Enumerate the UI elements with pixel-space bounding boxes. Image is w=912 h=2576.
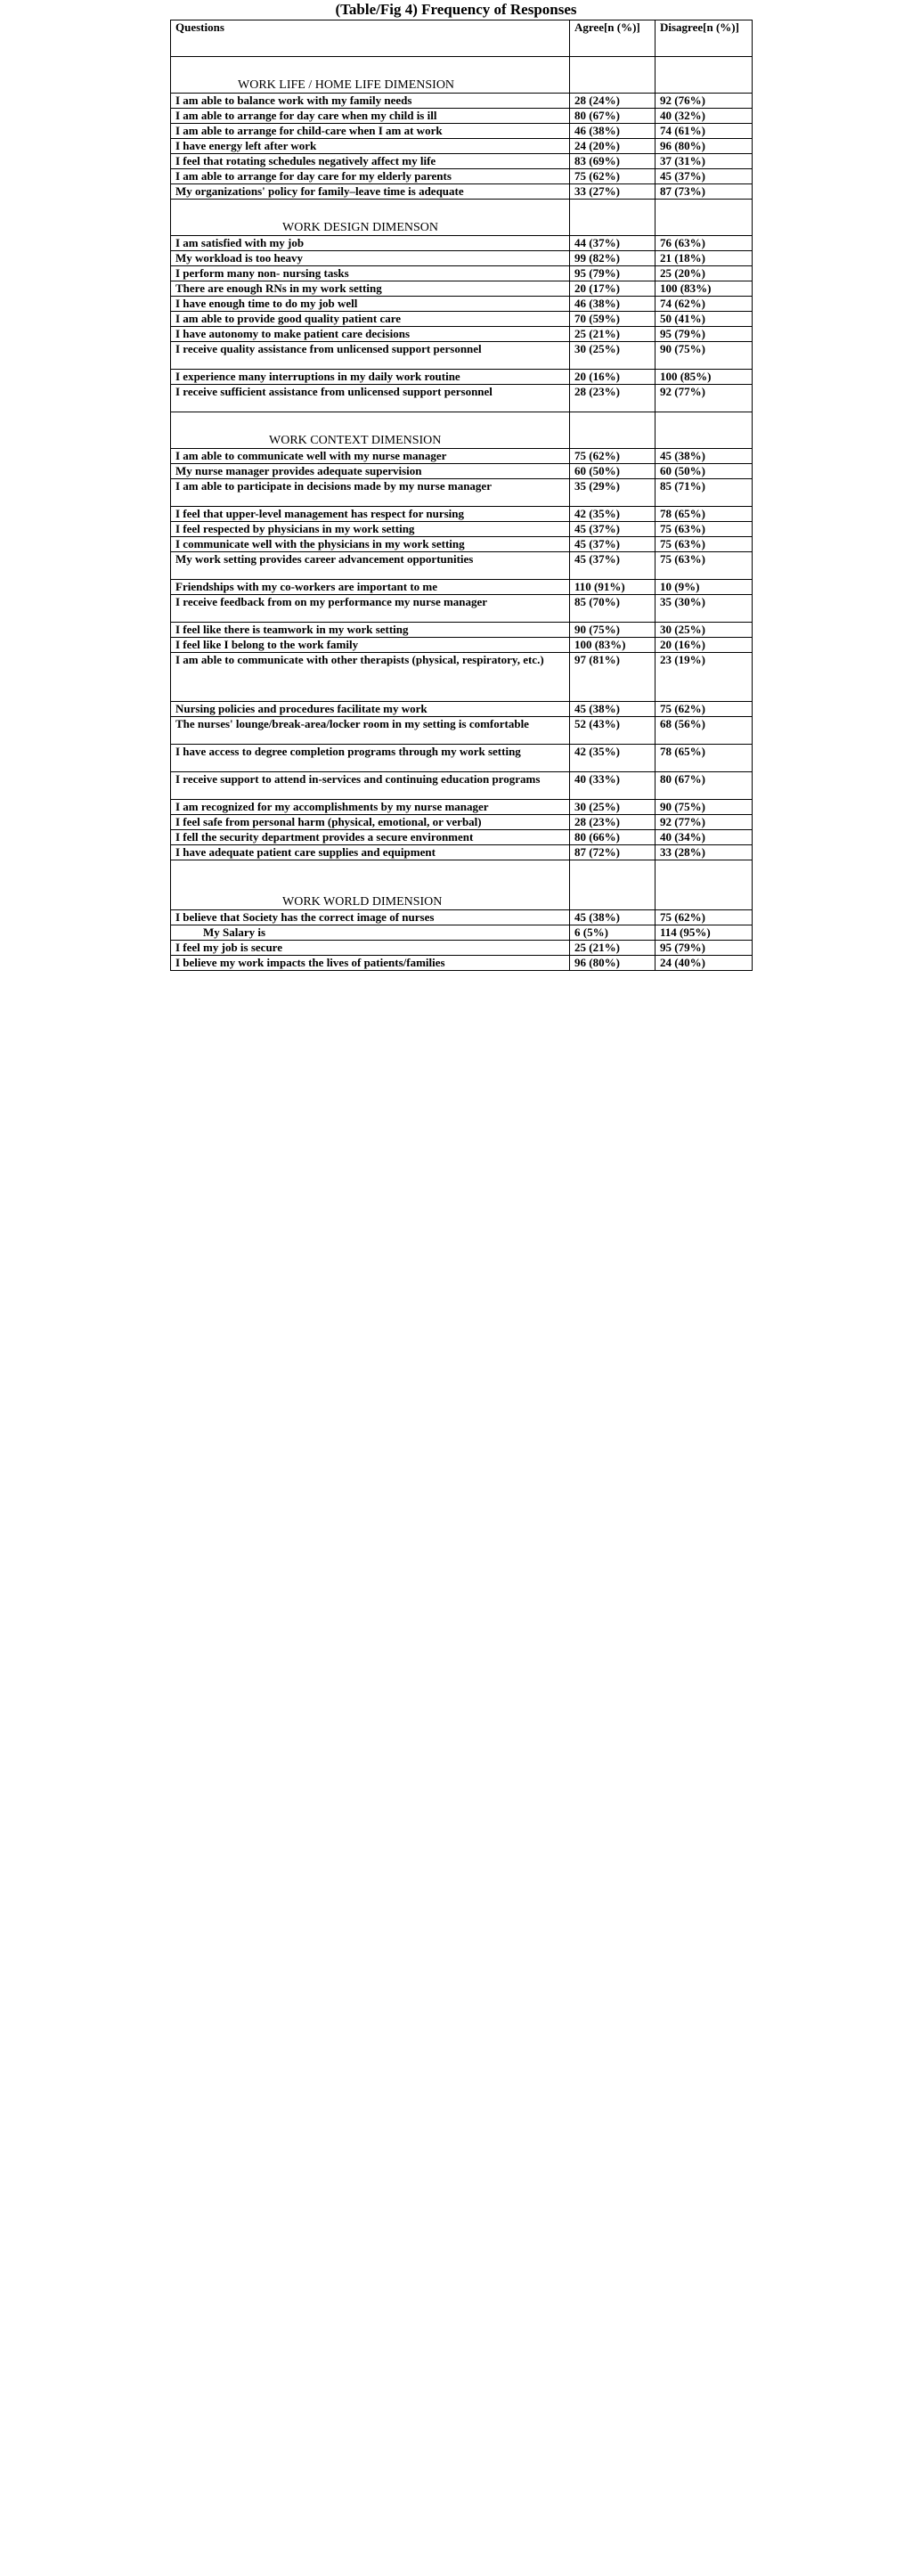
question-cell: I am recognized for my accomplishments by my nurse manager: [171, 800, 570, 815]
agree-cell: 30 (25%): [570, 800, 656, 815]
question-cell: I am satisfied with my job: [171, 236, 570, 251]
agree-cell: 45 (37%): [570, 522, 656, 537]
disagree-cell: 40 (34%): [656, 830, 753, 845]
section-title: WORK LIFE / HOME LIFE DIMENSION: [171, 57, 570, 94]
disagree-cell: 37 (31%): [656, 154, 753, 169]
agree-cell: 44 (37%): [570, 236, 656, 251]
agree-cell: 20 (17%): [570, 281, 656, 297]
table-row: [171, 109, 753, 124]
agree-cell: 45 (37%): [570, 552, 656, 580]
table-row: [171, 800, 753, 815]
agree-cell: 33 (27%): [570, 184, 656, 200]
table-row: [171, 449, 753, 464]
frequency-table: [170, 20, 753, 971]
disagree-cell: 23 (19%): [656, 653, 753, 702]
table-row: [171, 745, 753, 772]
table-row: [171, 124, 753, 139]
question-cell: I feel like I belong to the work family: [171, 638, 570, 653]
section-empty-cell: [570, 200, 656, 236]
disagree-cell: 75 (62%): [656, 702, 753, 717]
disagree-cell: 45 (37%): [656, 169, 753, 184]
table-row: [171, 370, 753, 385]
question-cell: My nurse manager provides adequate supervision: [171, 464, 570, 479]
question-cell: I am able to communicate well with my nurse manager: [171, 449, 570, 464]
disagree-cell: 90 (75%): [656, 342, 753, 370]
disagree-cell: 75 (63%): [656, 522, 753, 537]
agree-cell: 20 (16%): [570, 370, 656, 385]
question-cell: I have adequate patient care supplies and equipment: [171, 845, 570, 860]
question-cell: I am able to provide good quality patient care: [171, 312, 570, 327]
disagree-cell: 76 (63%): [656, 236, 753, 251]
agree-cell: 42 (35%): [570, 507, 656, 522]
table-row: [171, 479, 753, 507]
question-cell: I believe my work impacts the lives of patients/families: [171, 956, 570, 971]
disagree-cell: 25 (20%): [656, 266, 753, 281]
question-cell: I feel respected by physicians in my work setting: [171, 522, 570, 537]
disagree-cell: 92 (76%): [656, 94, 753, 109]
disagree-cell: 100 (85%): [656, 370, 753, 385]
agree-cell: 90 (75%): [570, 623, 656, 638]
question-cell: I am able to participate in decisions made by my nurse manager: [171, 479, 570, 507]
section-row: [171, 200, 753, 236]
agree-cell: 75 (62%): [570, 169, 656, 184]
agree-cell: 46 (38%): [570, 297, 656, 312]
table-body: [171, 20, 753, 971]
disagree-cell: 74 (61%): [656, 124, 753, 139]
section-title: WORK CONTEXT DIMENSION: [171, 412, 570, 449]
disagree-cell: 50 (41%): [656, 312, 753, 327]
table-row: [171, 830, 753, 845]
question-cell: There are enough RNs in my work setting: [171, 281, 570, 297]
disagree-cell: 20 (16%): [656, 638, 753, 653]
disagree-cell: 24 (40%): [656, 956, 753, 971]
page-title: (Table/Fig 4) Frequency of Responses: [335, 1, 577, 18]
agree-cell: 24 (20%): [570, 139, 656, 154]
question-cell: I receive quality assistance from unlicensed support personnel: [171, 342, 570, 370]
disagree-cell: 92 (77%): [656, 815, 753, 830]
disagree-cell: 35 (30%): [656, 595, 753, 623]
agree-cell: 100 (83%): [570, 638, 656, 653]
table-row: [171, 717, 753, 745]
question-cell: I feel safe from personal harm (physical, emotional, or verbal): [171, 815, 570, 830]
table-row: [171, 595, 753, 623]
question-cell: My workload is too heavy: [171, 251, 570, 266]
question-cell: I feel like there is teamwork in my work setting: [171, 623, 570, 638]
disagree-cell: 96 (80%): [656, 139, 753, 154]
table-row: [171, 507, 753, 522]
disagree-cell: 40 (32%): [656, 109, 753, 124]
disagree-cell: 10 (9%): [656, 580, 753, 595]
table-row: [171, 139, 753, 154]
question-cell: I receive support to attend in-services and continuing education programs: [171, 772, 570, 800]
table-row: [171, 464, 753, 479]
section-title: WORK DESIGN DIMENSON: [171, 200, 570, 236]
question-cell: My work setting provides career advancement opportunities: [171, 552, 570, 580]
agree-cell: 45 (38%): [570, 702, 656, 717]
disagree-cell: 95 (79%): [656, 941, 753, 956]
table-row: [171, 154, 753, 169]
question-cell: I have autonomy to make patient care decisions: [171, 327, 570, 342]
table-row: [171, 956, 753, 971]
disagree-cell: 30 (25%): [656, 623, 753, 638]
agree-cell: 110 (91%): [570, 580, 656, 595]
table-row: [171, 312, 753, 327]
disagree-cell: 92 (77%): [656, 385, 753, 412]
section-empty-cell: [570, 57, 656, 94]
disagree-cell: 90 (75%): [656, 800, 753, 815]
table-row: [171, 941, 753, 956]
agree-cell: 45 (37%): [570, 537, 656, 552]
table-row: [171, 236, 753, 251]
table-row: [171, 638, 753, 653]
section-empty-cell: [656, 860, 753, 910]
table-row: [171, 815, 753, 830]
table-row: [171, 702, 753, 717]
section-row: [171, 57, 753, 94]
agree-cell: 96 (80%): [570, 956, 656, 971]
table-row: [171, 925, 753, 941]
disagree-cell: 68 (56%): [656, 717, 753, 745]
section-empty-cell: [656, 412, 753, 449]
disagree-cell: 74 (62%): [656, 297, 753, 312]
question-cell: The nurses' lounge/break-area/locker room in my setting is comfortable: [171, 717, 570, 745]
table-row: [171, 580, 753, 595]
agree-cell: 25 (21%): [570, 941, 656, 956]
header-agree: Agree[n (%)]: [570, 20, 656, 57]
agree-cell: 70 (59%): [570, 312, 656, 327]
table-row: [171, 623, 753, 638]
disagree-cell: 87 (73%): [656, 184, 753, 200]
agree-cell: 40 (33%): [570, 772, 656, 800]
question-cell: I have access to degree completion programs through my work setting: [171, 745, 570, 772]
agree-cell: 75 (62%): [570, 449, 656, 464]
question-cell: I believe that Society has the correct image of nurses: [171, 910, 570, 925]
table-row: [171, 281, 753, 297]
disagree-cell: 85 (71%): [656, 479, 753, 507]
disagree-cell: 60 (50%): [656, 464, 753, 479]
agree-cell: 83 (69%): [570, 154, 656, 169]
question-cell: Nursing policies and procedures facilitate my work: [171, 702, 570, 717]
header-disagree: Disagree[n (%)]: [656, 20, 753, 57]
disagree-cell: 100 (83%): [656, 281, 753, 297]
question-cell: My Salary is: [171, 925, 570, 941]
question-cell: I perform many non- nursing tasks: [171, 266, 570, 281]
disagree-cell: 78 (65%): [656, 745, 753, 772]
question-cell: I have energy left after work: [171, 139, 570, 154]
section-title: WORK WORLD DIMENSION: [171, 860, 570, 910]
agree-cell: 95 (79%): [570, 266, 656, 281]
disagree-cell: 21 (18%): [656, 251, 753, 266]
agree-cell: 52 (43%): [570, 717, 656, 745]
table-row: [171, 522, 753, 537]
disagree-cell: 75 (63%): [656, 552, 753, 580]
question-cell: I am able to arrange for day care when my child is ill: [171, 109, 570, 124]
table-row: [171, 327, 753, 342]
table-row: [171, 297, 753, 312]
table-row: [171, 385, 753, 412]
section-empty-cell: [570, 860, 656, 910]
agree-cell: 97 (81%): [570, 653, 656, 702]
section-row: [171, 412, 753, 449]
agree-cell: 28 (23%): [570, 385, 656, 412]
agree-cell: 30 (25%): [570, 342, 656, 370]
disagree-cell: 78 (65%): [656, 507, 753, 522]
question-cell: I receive sufficient assistance from unlicensed support personnel: [171, 385, 570, 412]
section-empty-cell: [570, 412, 656, 449]
agree-cell: 45 (38%): [570, 910, 656, 925]
question-cell: I feel that rotating schedules negatively affect my life: [171, 154, 570, 169]
header-row: [171, 20, 753, 57]
disagree-cell: 75 (62%): [656, 910, 753, 925]
disagree-cell: 80 (67%): [656, 772, 753, 800]
question-cell: I experience many interruptions in my daily work routine: [171, 370, 570, 385]
question-cell: I communicate well with the physicians in my work setting: [171, 537, 570, 552]
table-row: [171, 342, 753, 370]
header-questions: Questions: [171, 20, 570, 57]
question-cell: I feel my job is secure: [171, 941, 570, 956]
table-row: [171, 537, 753, 552]
agree-cell: 46 (38%): [570, 124, 656, 139]
agree-cell: 80 (67%): [570, 109, 656, 124]
question-cell: My organizations' policy for family–leave time is adequate: [171, 184, 570, 200]
question-cell: Friendships with my co-workers are important to me: [171, 580, 570, 595]
agree-cell: 80 (66%): [570, 830, 656, 845]
agree-cell: 85 (70%): [570, 595, 656, 623]
agree-cell: 99 (82%): [570, 251, 656, 266]
agree-cell: 42 (35%): [570, 745, 656, 772]
question-cell: I fell the security department provides a secure environment: [171, 830, 570, 845]
disagree-cell: 45 (38%): [656, 449, 753, 464]
question-cell: I have enough time to do my job well: [171, 297, 570, 312]
question-cell: I am able to balance work with my family needs: [171, 94, 570, 109]
table-row: [171, 910, 753, 925]
disagree-cell: 75 (63%): [656, 537, 753, 552]
table-row: [171, 94, 753, 109]
question-cell: I receive feedback from on my performance my nurse manager: [171, 595, 570, 623]
agree-cell: 87 (72%): [570, 845, 656, 860]
disagree-cell: 114 (95%): [656, 925, 753, 941]
question-cell: I am able to arrange for child-care when I am at work: [171, 124, 570, 139]
table-row: [171, 653, 753, 702]
section-empty-cell: [656, 57, 753, 94]
table-row: [171, 251, 753, 266]
table-row: [171, 266, 753, 281]
disagree-cell: 95 (79%): [656, 327, 753, 342]
question-cell: I feel that upper-level management has respect for nursing: [171, 507, 570, 522]
disagree-cell: 33 (28%): [656, 845, 753, 860]
question-cell: I am able to arrange for day care for my elderly parents: [171, 169, 570, 184]
agree-cell: 28 (24%): [570, 94, 656, 109]
table-row: [171, 169, 753, 184]
question-cell: I am able to communicate with other therapists (physical, respiratory, etc.): [171, 653, 570, 702]
agree-cell: 6 (5%): [570, 925, 656, 941]
agree-cell: 25 (21%): [570, 327, 656, 342]
agree-cell: 28 (23%): [570, 815, 656, 830]
section-empty-cell: [656, 200, 753, 236]
table-row: [171, 772, 753, 800]
table-row: [171, 184, 753, 200]
table-row: [171, 845, 753, 860]
section-row: [171, 860, 753, 910]
agree-cell: 60 (50%): [570, 464, 656, 479]
table-row: [171, 552, 753, 580]
agree-cell: 35 (29%): [570, 479, 656, 507]
